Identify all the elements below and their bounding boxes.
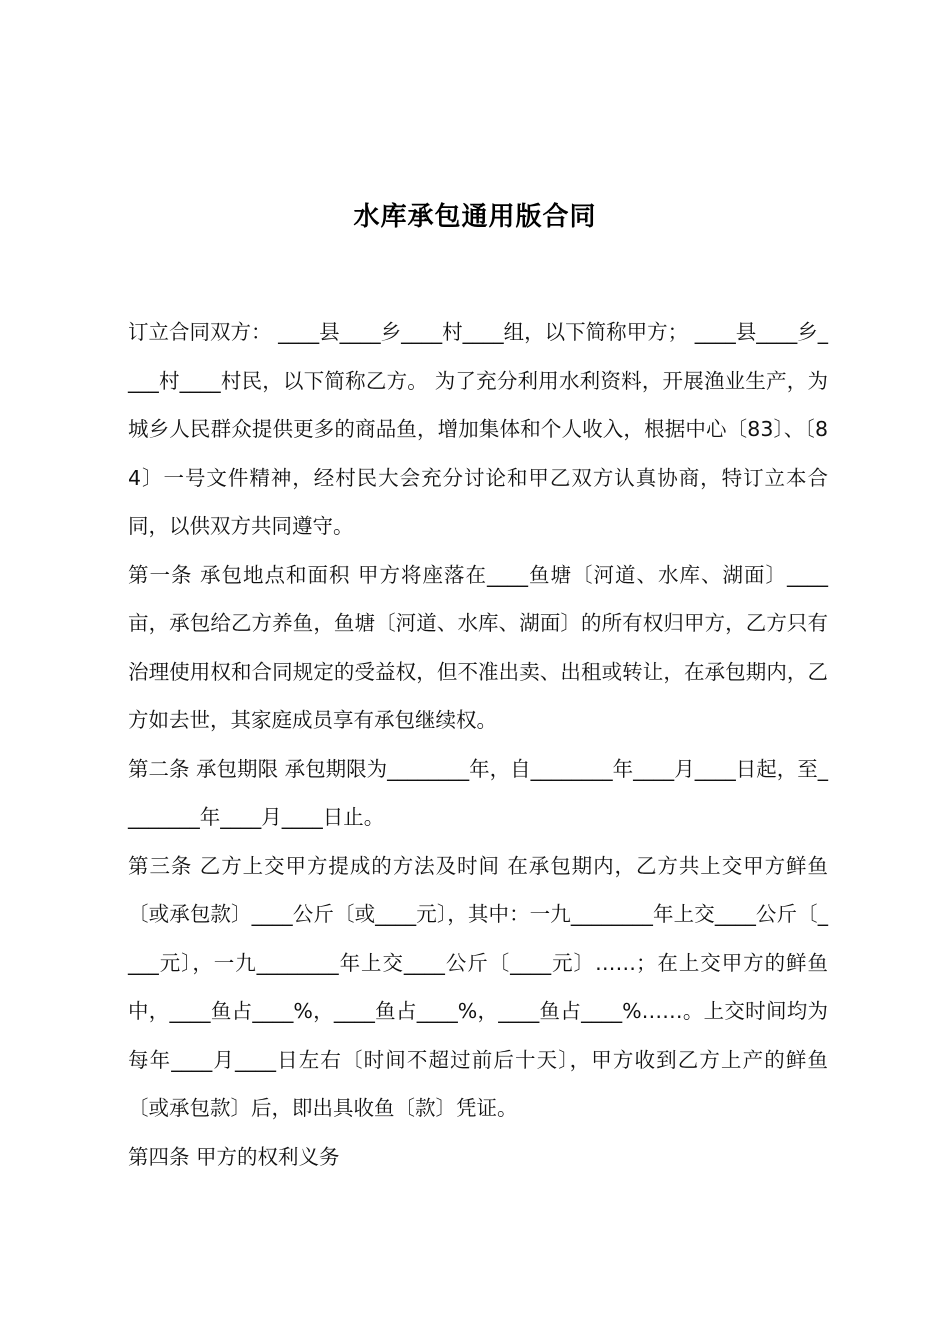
document-body: [128, 308, 828, 1181]
paragraph-article-2: 第二条 承包期限 承包期限为________年，自________年____月____日起，至________年____月____日止。: [128, 756, 828, 829]
paragraph-article-3: 第三条 乙方上交甲方提成的方法及时间 在承包期内，乙方共上交甲方鲜鱼〔或承包款〕____公斤〔或____元〕，其中：一九________年上交____公斤〔____元〕，一九________年上交____公斤〔____元〕……；在上交甲方的鲜鱼中，____鱼占____%，____鱼占____%，____鱼占____%……。上交时间均为每年____月____日左右〔时间不超过前后十天〕，甲方收到乙方上产的鲜鱼〔或承包款〕后，即出具收鱼〔款〕凭证。: [128, 853, 828, 1120]
paragraph-article-1: 第一条 承包地点和面积 甲方将座落在____鱼塘〔河道、水库、湖面〕____亩，承包给乙方养鱼，鱼塘〔河道、水库、湖面〕的所有权归甲方，乙方只有治理使用权和合同规定的受益权，但不准出卖、出租或转让，在承包期内，乙方如去世，其家庭成员享有承包继续权。: [128, 562, 828, 732]
document-title: 水库承包通用版合同: [353, 202, 597, 232]
paragraph-preamble: 订立合同双方： ____县____乡____村____组，以下简称甲方； ____县____乡____村____村民，以下简称乙方。 为了充分利用水利资料，开展渔业生产，为城乡人民群众提供更多的商品鱼，增加集体和个人收入，根据中心〔83〕、〔84〕一号文件精神，经村民大会充分讨论和甲乙双方认真协商，特订立本合同，以供双方共同遵守。: [128, 320, 828, 538]
paragraph-article-4: 第四条 甲方的权利义务: [128, 1144, 340, 1169]
